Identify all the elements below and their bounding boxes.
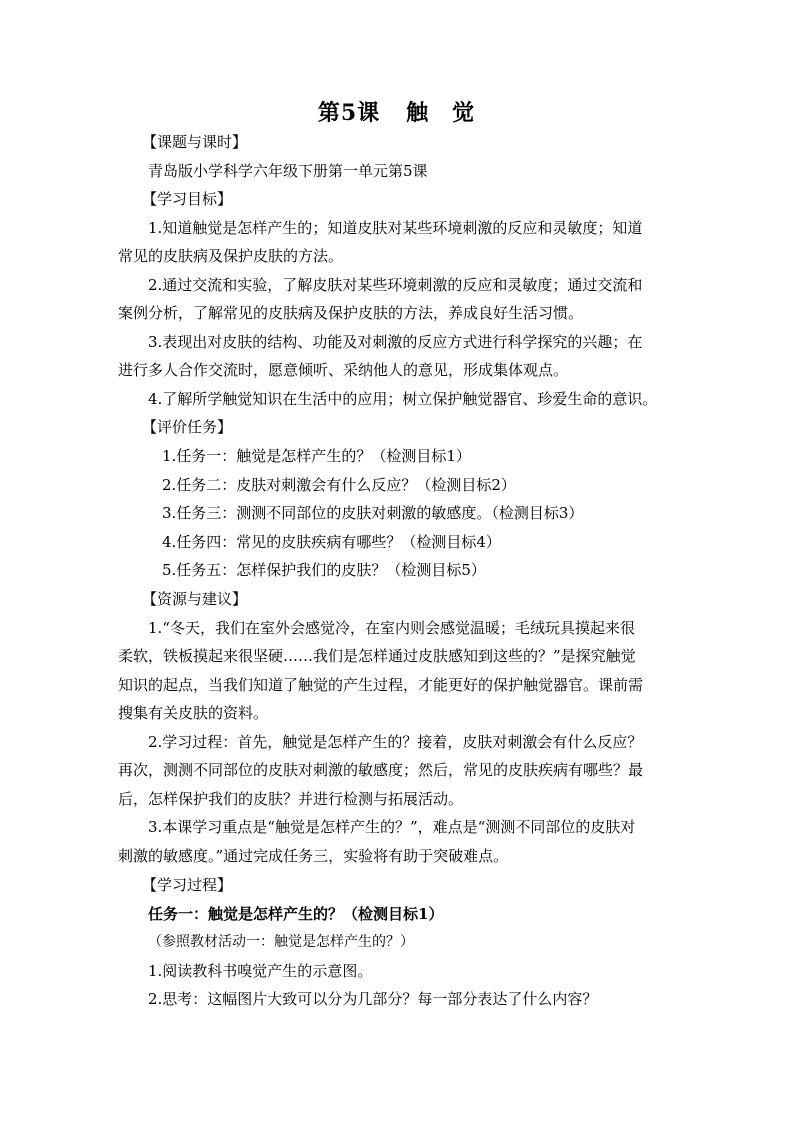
task-item-4: 4.任务四：常见的皮肤疾病有哪些？（检测目标4）	[162, 533, 501, 551]
goal-3-line-1: 3.表现出对皮肤的结构、功能及对刺激的反应方式进行科学探究的兴趣；在	[148, 333, 643, 351]
resource-1-line-3: 知识的起点，当我们知道了触觉的产生过程，才能更好的保护触觉器官。课前需	[118, 676, 644, 694]
process-step-1: 1.阅读教科书嗅觉产生的示意图。	[148, 962, 373, 980]
task-item-3: 3.任务三：测测不同部位的皮肤对刺激的敏感度。（检测目标3）	[162, 504, 584, 522]
goal-2-line-1: 2.通过交流和实验，了解皮肤对某些环境刺激的反应和灵敏度；通过交流和	[148, 276, 643, 294]
resource-1-line-2: 柔软，铁板摸起来很坚硬……我们是怎样通过皮肤感知到这些的？”是探究触觉	[118, 647, 636, 665]
title-lesson-name: 触 觉	[406, 100, 476, 126]
process-reference: （参照教材活动一：触觉是怎样产生的？）	[148, 934, 414, 950]
resource-1-line-1: 1.“冬天，我们在室外会感觉冷，在室内则会感觉温暖；毛绒玩具摸起来很	[148, 619, 635, 637]
goal-3-line-2: 进行多人合作交流时，愿意倾听、采纳他人的意见，形成集体观点。	[118, 361, 569, 379]
resource-2-line-3: 后，怎样保护我们的皮肤？并进行检测与拓展活动。	[118, 790, 464, 808]
goal-2-line-2: 案例分析，了解常见的皮肤病及保护皮肤的方法，养成良好生活习惯。	[118, 304, 584, 322]
section-heading-resources: 【资源与建议】	[142, 590, 248, 608]
section-heading-goals: 【学习目标】	[142, 190, 233, 208]
task-item-2: 2.任务二：皮肤对刺激会有什么反应？（检测目标2）	[162, 476, 516, 494]
resource-3-line-1: 3.本课学习重点是“触觉是怎样产生的？”，难点是“测测不同部位的皮肤对	[148, 818, 636, 836]
section-heading-course: 【课题与课时】	[142, 133, 248, 151]
task-item-5: 5.任务五：怎样保护我们的皮肤？（检测目标5）	[162, 561, 486, 579]
page-title	[0, 96, 793, 127]
process-step-2: 2.思考：这幅图片大致可以分为几部分？每一部分表达了什么内容？	[148, 990, 598, 1008]
section-heading-tasks: 【评价任务】	[142, 418, 233, 436]
resource-2-line-2: 再次，测测不同部位的皮肤对刺激的敏感度；然后，常见的皮肤疾病有哪些？最	[118, 761, 644, 779]
goal-1-line-2: 常见的皮肤病及保护皮肤的方法。	[118, 247, 344, 265]
goal-1-line-1: 1.知道触觉是怎样产生的；知道皮肤对某些环境刺激的反应和灵敏度；知道	[148, 219, 643, 237]
section-heading-process: 【学习过程】	[142, 876, 233, 894]
resource-1-line-4: 搜集有关皮肤的资料。	[118, 704, 269, 722]
resource-3-line-2: 刺激的敏感度。”通过完成任务三，实验将有助于突破难点。	[118, 847, 509, 865]
title-lesson-number: 第5课	[317, 100, 381, 126]
course-text: 青岛版小学科学六年级下册第一单元第5课	[148, 162, 428, 180]
task-item-1: 1.任务一：触觉是怎样产生的？（检测目标1）	[162, 447, 471, 465]
process-task-1-heading: 任务一：触觉是怎样产生的？（检测目标1）	[148, 905, 444, 923]
resource-2-line-1: 2.学习过程：首先，触觉是怎样产生的？接着，皮肤对刺激会有什么反应？	[148, 733, 643, 751]
goal-4-line-1: 4.了解所学触觉知识在生活中的应用；树立保护触觉器官、珍爱生命的意识。	[148, 390, 658, 408]
